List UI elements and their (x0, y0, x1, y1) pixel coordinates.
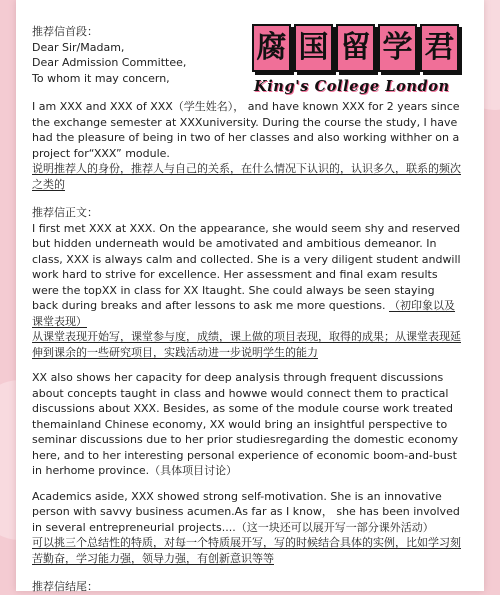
salutation-line: Dear Sir/Madam, (32, 40, 125, 54)
brand-subtitle: King's College London (254, 78, 450, 95)
body-paragraph-1-note: （初印象以及课堂表现） (32, 299, 456, 328)
salutation-line: To whom it may concern, (32, 71, 170, 85)
opening-header: 推荐信首段： (32, 25, 98, 38)
brand-badge (252, 24, 472, 104)
brand-title-char: 留 (336, 24, 375, 72)
body-header: 推荐信正文： (32, 206, 98, 219)
intro-paragraph: I am XXX and XXX of XXX（学生姓名）， and have known XXX for 2 years since the exchange semester at XXXuniversity. During the course the study, I have had the pleasure of being in two of her classes and also working withher on a project for“XXX” module. (32, 100, 460, 160)
brand-title-char: 君 (420, 24, 459, 72)
intro-note: 说明推荐人的身份，推荐人与自己的关系，在什么情况下认识的，认识多久，联系的频次之类的 (32, 162, 461, 191)
brand-title-char: 学 (378, 24, 417, 72)
brand-title-char: 腐 (252, 24, 291, 72)
salutation-line: Dear Admission Committee, (32, 56, 187, 69)
body-note-2: 可以挑三个总结性的特质，对每一个特质展开写，写的时候结合具体的实例，比如学习刻苦勤奋，学习能力强，领导力强，有创新意识等等 (32, 536, 461, 565)
closing-header: 推荐信结尾： (32, 580, 98, 593)
body-paragraph-3: Academics aside, XXX showed strong self-motivation. She is an innovative person with savvy business acumen.As far as I know， she has been involved in several entrepreneurial projects....（这一块还可以展开写一部分课外活动） (32, 489, 460, 534)
letter-content (32, 24, 464, 595)
brand-title-char: 国 (294, 24, 333, 72)
body-paragraph-1-text: I first met XXX at XXX. On the appearance, she would seem shy and reserved but hidden underneath would be amotivated and ambitious demeanor. In class, XXX is always calm and collected. She is a very diligent student andwill work hard to strive for excellence. Her assessment and final exam results were the topXX in class for XX Itaught. She could always be seen staying back during breaks and after lessons to ask me more questions. (32, 221, 461, 312)
body-paragraph-2: XX also shows her capacity for deep analysis through frequent discussions about concepts taught in class and howwe would connect them to practical discussions about XXX. Besides, as some of the module course work treated themainland Chinese economy, XX would bring an insightful perspective to seminar discussions due to her prior studiesregarding the domestic economy here, and to her interesting personal experience of economic boom-and-bust in herhome province.（具体项目讨论） (32, 371, 459, 477)
brand-title (252, 24, 462, 72)
body-paragraph-1 (32, 221, 464, 330)
body-note-1: 从课堂表现开始写，课堂参与度，成绩，课上做的项目表现，取得的成果；从课堂表现延伸到课余的一些研究项目，实践活动进一步说明学生的能力 (32, 330, 461, 359)
